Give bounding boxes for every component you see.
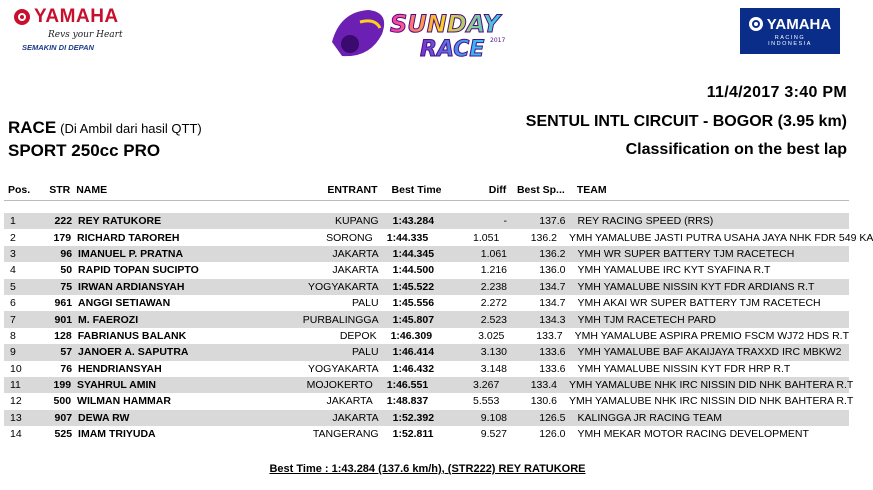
- cell-speed: 133.4: [530, 379, 557, 392]
- cell-diff: 9.527: [480, 428, 508, 441]
- yamaha-slogan: SEMAKIN DI DEPAN: [22, 43, 94, 52]
- table-row: [4, 361, 849, 377]
- cell-speed: 133.7: [536, 329, 563, 342]
- cell-team: YMH WR SUPER BATTERY TJM RACETECH: [577, 247, 795, 260]
- cell-speed: 126.0: [539, 428, 566, 441]
- cell-str: 96: [60, 247, 73, 260]
- race-text: RACE: [420, 37, 485, 62]
- cell-best: 1:44.500: [392, 264, 435, 277]
- race-label: RACE: [8, 118, 57, 137]
- cell-diff: -: [503, 215, 508, 228]
- cell-diff: 9.108: [480, 411, 508, 424]
- yamaha-racing-brand: YAMAHA: [766, 15, 832, 33]
- cell-str: 961: [54, 297, 73, 310]
- col-name-header: NAME: [76, 184, 108, 196]
- cell-team: YMH YAMALUBE NHK IRC NISSIN DID NHK BAHTERA R.T: [568, 395, 854, 408]
- cell-entrant: YOGYAKARTA: [308, 280, 379, 293]
- cell-speed: 133.6: [539, 362, 566, 375]
- col-diff-header: Diff: [488, 184, 507, 196]
- racing-text: RACING: [774, 34, 806, 41]
- table-row: [4, 279, 849, 295]
- cell-team: YMH YAMALUBE NISSIN KYT FDR HRP R.T: [577, 362, 791, 375]
- cell-pos: 4: [10, 264, 16, 277]
- cell-diff: 3.025: [478, 329, 505, 342]
- cell-best: 1:52.392: [392, 411, 435, 424]
- col-team-header: TEAM: [576, 184, 607, 196]
- cell-diff: 5.553: [473, 395, 500, 408]
- table-row: [4, 377, 854, 393]
- cell-pos: 6: [10, 297, 16, 310]
- table-row: [4, 229, 873, 245]
- cell-best: 1:52.811: [392, 428, 434, 441]
- cell-diff: 1.216: [480, 264, 508, 277]
- yamaha-tuning-fork-icon: [14, 9, 30, 25]
- cell-str: 222: [54, 215, 73, 228]
- cell-best: 1:45.522: [392, 280, 435, 293]
- cell-name: IRWAN ARDIANSYAH: [78, 280, 185, 293]
- cell-entrant: JAKARTA: [332, 247, 379, 260]
- table-row: [4, 262, 849, 278]
- cell-entrant: JAKARTA: [332, 411, 379, 424]
- cell-str: 907: [54, 411, 73, 424]
- cell-speed: 134.7: [539, 297, 566, 310]
- cell-str: 76: [60, 362, 73, 375]
- cell-pos: 10: [10, 362, 22, 375]
- cell-name: REY RATUKORE: [78, 215, 162, 228]
- cell-str: 50: [60, 264, 73, 277]
- cell-entrant: YOGYAKARTA: [308, 362, 379, 375]
- cell-speed: 126.5: [539, 411, 566, 424]
- table-row: [4, 426, 849, 442]
- cell-pos: 12: [10, 395, 22, 408]
- cell-team: KALINGGA JR RACING TEAM: [577, 411, 723, 424]
- indonesia-text: INDONESIA: [768, 40, 812, 47]
- cell-diff: 1.051: [473, 231, 500, 244]
- cell-best: 1:46.551: [386, 379, 429, 392]
- cell-team: YMH YAMALUBE BAF AKAIJAYA TRAXXD IRC MBKW2: [577, 346, 842, 359]
- sunday-race-logo-graphic: [320, 2, 525, 62]
- cell-team: REY RACING SPEED (RRS): [577, 215, 714, 228]
- cell-best: 1:43.284: [392, 215, 435, 228]
- cell-name: ANGGI SETIAWAN: [78, 297, 171, 310]
- race-title: [8, 118, 202, 138]
- cell-entrant: PALU: [351, 297, 379, 310]
- year-text: 2017: [490, 37, 506, 44]
- cell-best: 1:45.556: [392, 297, 435, 310]
- table-row: [4, 246, 849, 262]
- cell-speed: 136.0: [539, 264, 566, 277]
- cell-best: 1:46.432: [392, 362, 435, 375]
- cell-diff: 3.130: [480, 346, 508, 359]
- cell-diff: 3.148: [480, 362, 508, 375]
- cell-pos: 3: [10, 247, 16, 260]
- classification-title: Classification on the best lap: [625, 141, 847, 158]
- cell-entrant: PURBALINGGA: [302, 313, 379, 326]
- cell-speed: 137.6: [539, 215, 566, 228]
- cell-str: 901: [54, 313, 73, 326]
- cell-str: 525: [54, 428, 73, 441]
- best-time-summary-text: Best Time : 1:43.284 (137.6 km/h), (STR222) REY RATUKORE: [269, 463, 586, 475]
- report-datetime: 11/4/2017 3:40 PM: [706, 84, 847, 101]
- results-table: [4, 180, 873, 442]
- cell-speed: 134.3: [539, 313, 566, 326]
- cell-str: 75: [60, 280, 73, 293]
- cell-pos: 8: [10, 329, 16, 342]
- cell-speed: 134.7: [539, 280, 566, 293]
- cell-pos: 9: [10, 346, 16, 359]
- class-name: SPORT 250cc PRO: [8, 141, 161, 160]
- col-entrant-header: ENTRANT: [327, 184, 378, 196]
- venue: SENTUL INTL CIRCUIT - BOGOR (3.95 km): [525, 113, 847, 130]
- cell-team: YMH YAMALUBE ASPIRA PREMIO FSCM WJ72 HDS R.T: [574, 329, 849, 342]
- cell-pos: 13: [10, 411, 22, 424]
- cell-entrant: TANGERANG: [312, 428, 379, 441]
- cell-team: YMH YAMALUBE IRC KYT SYAFINA R.T: [577, 264, 771, 277]
- cell-name: RICHARD TAROREH: [77, 231, 180, 244]
- yamaha-tagline: Revs your Heart: [48, 30, 123, 40]
- cell-diff: 1.061: [480, 247, 508, 260]
- cell-team: YMH YAMALUBE NISSIN KYT FDR ARDIANS R.T: [577, 280, 815, 293]
- table-row: [4, 295, 849, 311]
- cell-pos: 1: [10, 215, 16, 228]
- cell-diff: 2.272: [480, 297, 508, 310]
- cell-name: M. FAEROZI: [78, 313, 139, 326]
- yamaha-racing-indonesia-logo: [740, 8, 840, 54]
- table-row: [4, 410, 849, 426]
- cell-name: JANOER A. SAPUTRA: [78, 346, 189, 359]
- cell-team: YMH TJM RACETECH PARD: [577, 313, 716, 326]
- table-body: [4, 213, 873, 442]
- cell-entrant: MOJOKERTO: [306, 379, 373, 392]
- col-pos-header: Pos.: [8, 184, 31, 196]
- cell-name: FABRIANUS BALANK: [77, 329, 187, 342]
- table-header: [4, 180, 849, 201]
- cell-name: WILMAN HAMMAR: [77, 395, 171, 408]
- cell-entrant: JAKARTA: [326, 395, 373, 408]
- cell-team: YMH AKAI WR SUPER BATTERY TJM RACETECH: [577, 297, 821, 310]
- cell-best: 1:44.335: [386, 231, 429, 244]
- cell-str: 179: [53, 231, 72, 244]
- cell-name: HENDRIANSYAH: [78, 362, 162, 375]
- yamaha-logo: [14, 6, 124, 56]
- sunday-race-logo: [320, 2, 525, 62]
- cell-diff: 2.238: [480, 280, 508, 293]
- col-best-time-header: Best Time: [391, 184, 442, 196]
- cell-diff: 3.267: [473, 379, 500, 392]
- yamaha-white-fork-icon: [749, 17, 763, 31]
- table-row: [4, 344, 849, 360]
- cell-pos: 11: [10, 379, 21, 392]
- cell-best: 1:45.807: [392, 313, 435, 326]
- cell-speed: 130.6: [530, 395, 557, 408]
- table-row: [4, 328, 849, 344]
- cell-entrant: PALU: [351, 346, 379, 359]
- cell-best: 1:44.345: [392, 247, 435, 260]
- cell-name: SYAHRUL AMIN: [77, 379, 157, 392]
- cell-name: DEWA RW: [78, 411, 130, 424]
- race-subtitle: (Di Ambil dari hasil QTT): [60, 121, 202, 136]
- cell-pos: 7: [10, 313, 16, 326]
- cell-diff: 2.523: [480, 313, 508, 326]
- table-row: [4, 311, 849, 327]
- col-best-speed-header: Best Sp...: [516, 184, 565, 196]
- sunday-text: SUNDAY: [390, 10, 500, 38]
- cell-entrant: KUPANG: [335, 215, 379, 228]
- cell-str: 57: [60, 346, 73, 359]
- cell-entrant: SORONG: [326, 231, 373, 244]
- cell-str: 128: [54, 329, 72, 342]
- table-row: [4, 393, 854, 409]
- cell-name: IMAM TRIYUDA: [78, 428, 156, 441]
- cell-team: YMH MEKAR MOTOR RACING DEVELOPMENT: [577, 428, 809, 441]
- cell-str: 199: [53, 379, 72, 392]
- cell-best: 1:46.309: [390, 329, 433, 342]
- cell-pos: 2: [10, 231, 16, 244]
- cell-speed: 133.6: [539, 346, 566, 359]
- cell-speed: 136.2: [539, 247, 566, 260]
- yamaha-brand-text: YAMAHA: [34, 6, 119, 27]
- col-str-header: STR: [49, 184, 71, 196]
- cell-best: 1:46.414: [392, 346, 435, 359]
- cell-team: YMH YAMALUBE NHK IRC NISSIN DID NHK BAHTERA R.T: [568, 379, 854, 392]
- cell-pos: 5: [10, 280, 16, 293]
- best-time-summary: [0, 463, 855, 475]
- table-row: [4, 213, 849, 229]
- cell-entrant: DEPOK: [339, 329, 377, 342]
- cell-name: RAPID TOPAN SUCIPTO: [78, 264, 199, 277]
- cell-team: YMH YAMALUBE JASTI PUTRA USAHA JAYA NHK FDR 549 KA: [568, 231, 873, 244]
- cell-name: IMANUEL P. PRATNA: [78, 247, 184, 260]
- cell-str: 500: [53, 395, 72, 408]
- cell-pos: 14: [10, 428, 22, 441]
- cell-entrant: JAKARTA: [332, 264, 379, 277]
- cell-best: 1:48.837: [386, 395, 429, 408]
- cell-speed: 136.2: [530, 231, 557, 244]
